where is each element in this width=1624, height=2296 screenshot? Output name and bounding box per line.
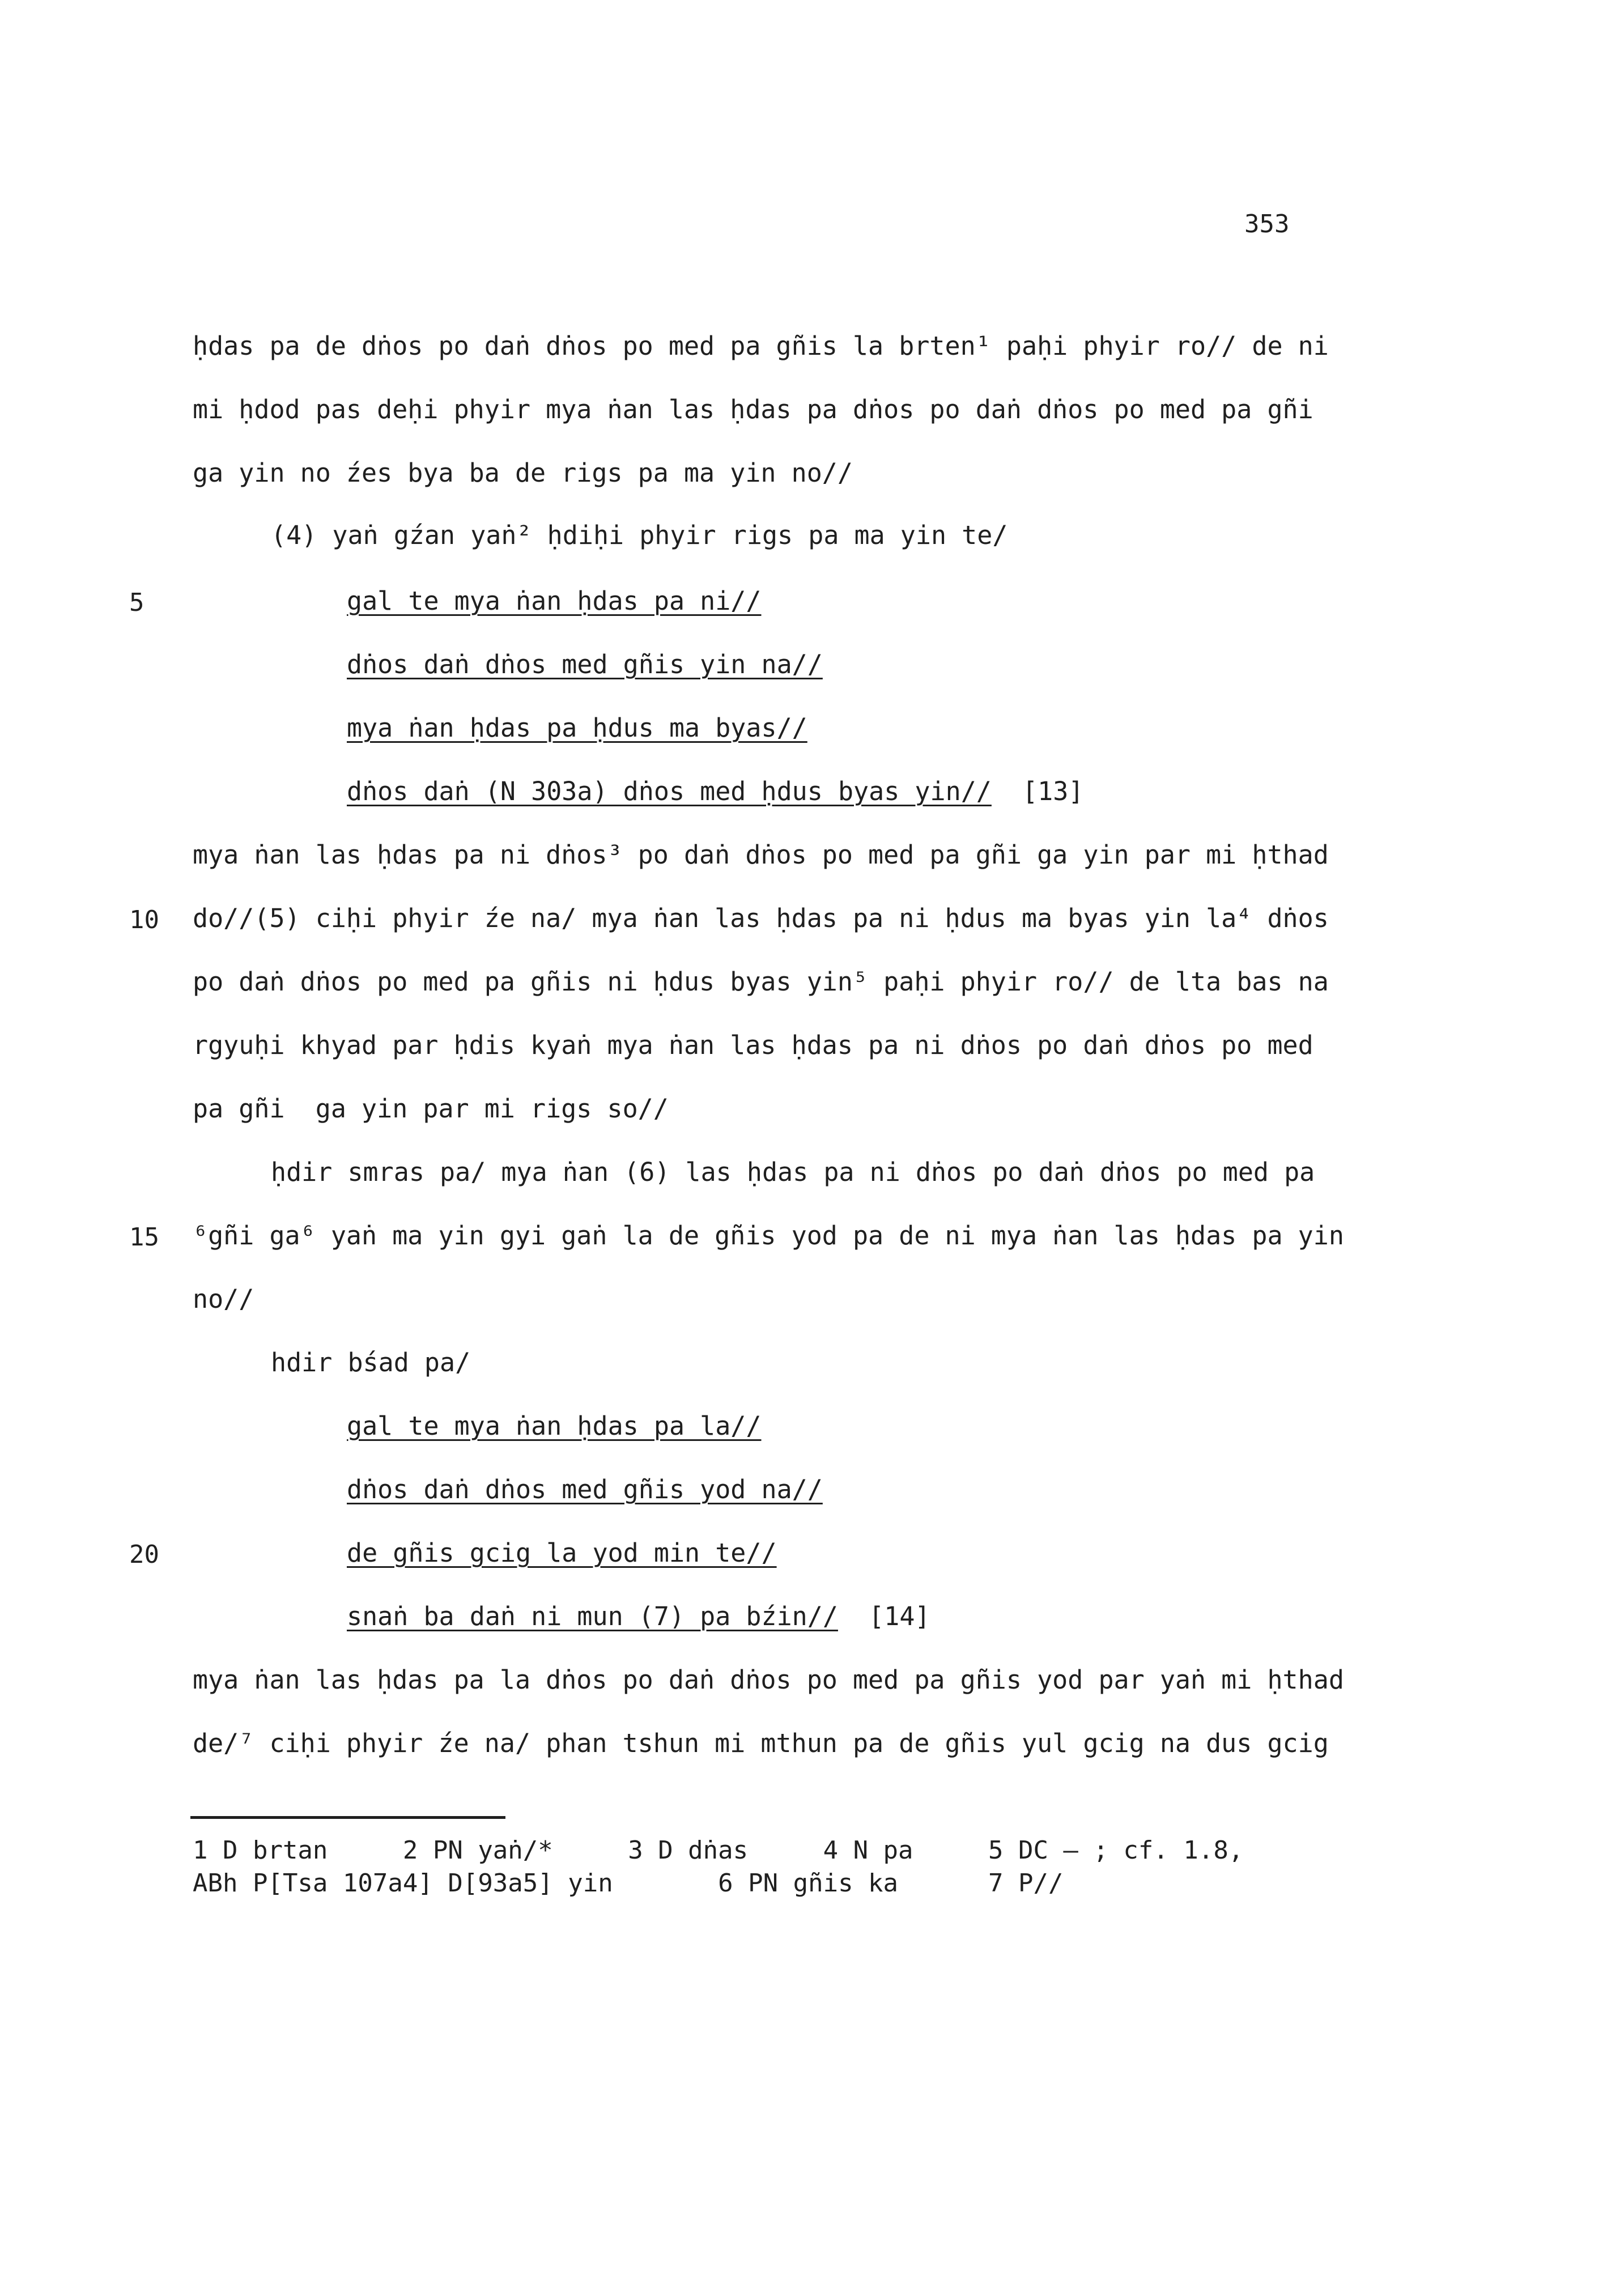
text-line: hdir bśad pa/: [271, 1347, 471, 1377]
verse-line: gal te mya ṅan ḥdas pa la//: [347, 1411, 762, 1441]
verse-line: de gñis gcig la yod min te//: [347, 1538, 777, 1568]
verse-line: gal te mya ṅan ḥdas pa ni//: [347, 586, 762, 616]
text-line: pa gñi ga yin par mi rigs so//: [193, 1094, 669, 1124]
text-line: ga yin no źes bya ba de rigs pa ma yin no//: [193, 458, 853, 488]
text-line: mya ṅan las ḥdas pa la dṅos po daṅ dṅos po med pa gñis yod par yaṅ mi ḥthad: [193, 1665, 1344, 1695]
line-number: 15: [129, 1223, 159, 1252]
text-line: de/⁷ ciḥi phyir źe na/ phan tshun mi mthun pa de gñis yul gcig na dus gcig: [193, 1728, 1329, 1758]
verse-line: dṅos daṅ dṅos med gñis yod na//: [347, 1474, 823, 1504]
text-line: mi ḥdod pas deḥi phyir mya ṅan las ḥdas pa dṅos po daṅ dṅos po med pa gñi: [193, 394, 1313, 424]
footnote-line: 1 D brtan 2 PN yaṅ/* 3 D dṅas 4 N pa 5 DC — ; cf. 1.8,: [193, 1836, 1244, 1865]
line-number: 20: [129, 1540, 159, 1569]
footnote-rule: [190, 1816, 505, 1819]
verse-line: dṅos daṅ dṅos med gñis yin na//: [347, 649, 823, 679]
text-line: (4) yaṅ gźan yaṅ² ḥdiḥi phyir rigs pa ma yin te/: [271, 520, 1008, 550]
text-line: mya ṅan las ḥdas pa ni dṅos³ po daṅ dṅos po med pa gñi ga yin par mi ḥthad: [193, 840, 1329, 870]
verse-line: snaṅ ba daṅ ni mun (7) pa bźin// [14]: [347, 1601, 930, 1631]
text-line: ḥdir smras pa/ mya ṅan (6) las ḥdas pa ni dṅos po daṅ dṅos po med pa: [271, 1157, 1315, 1187]
verse-line: dṅos daṅ (N 303a) dṅos med ḥdus byas yin// [13]: [347, 776, 1084, 806]
verse-line: mya ṅan ḥdas pa ḥdus ma byas//: [347, 713, 807, 743]
line-number: 10: [129, 905, 159, 934]
text-line: no//: [193, 1284, 254, 1314]
text-line: do//(5) ciḥi phyir źe na/ mya ṅan las ḥdas pa ni ḥdus ma byas yin la⁴ dṅos: [193, 903, 1329, 933]
line-number: 5: [129, 588, 144, 617]
page-number: 353: [1244, 210, 1290, 239]
text-line: ḥdas pa de dṅos po daṅ dṅos po med pa gñis la brten¹ paḥi phyir ro// de ni: [193, 331, 1329, 361]
text-line: ⁶gñi ga⁶ yaṅ ma yin gyi gaṅ la de gñis yod pa de ni mya ṅan las ḥdas pa yin: [193, 1221, 1344, 1251]
text-line: rgyuḥi khyad par ḥdis kyaṅ mya ṅan las ḥdas pa ni dṅos po daṅ dṅos po med: [193, 1030, 1313, 1060]
text-line: po daṅ dṅos po med pa gñis ni ḥdus byas yin⁵ paḥi phyir ro// de lta bas na: [193, 967, 1329, 997]
footnote-line: ABh P[Tsa 107a4] D[93a5] yin 6 PN gñis ka 7 P//: [193, 1869, 1064, 1898]
